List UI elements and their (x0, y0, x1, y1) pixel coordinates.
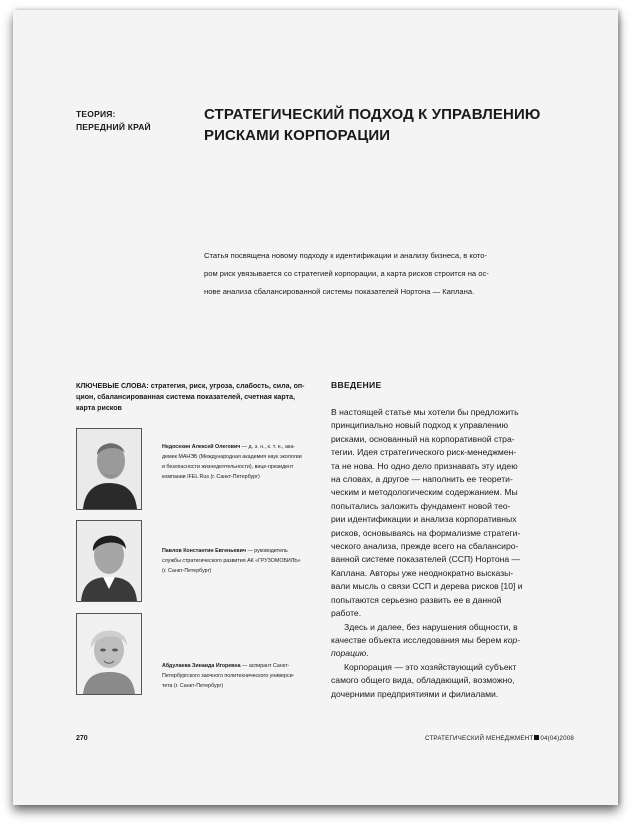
author-photo (76, 428, 142, 510)
text-line: на словах, а другое — наполнить ее теорети- (331, 474, 513, 485)
title-line: РИСКАМИ КОРПОРАЦИИ (204, 127, 391, 144)
rubric-line: ТЕОРИЯ: (76, 109, 116, 119)
author-bio: (г. Санкт-Петербург) (162, 568, 212, 574)
keywords-text: стратегия, риск, угроза, слабость, сила, оп- (148, 382, 305, 390)
author-photo (76, 613, 142, 695)
text-line: принципиально новый подход к управлению (331, 420, 509, 431)
text-line: та не нова. Но одно дело признавать эту идею (331, 460, 518, 471)
author-portrait-icon (77, 521, 141, 601)
journal-issue: 04(04)2008 (540, 735, 574, 742)
text-line: попытались заложить фундамент новой тео- (331, 500, 511, 511)
text-line: тегии. Идея стратегического риск-менеджмен- (331, 447, 517, 458)
text-line: работе. (331, 608, 362, 619)
text-line: качестве объекта исследования мы берем (331, 634, 504, 645)
author-bio: компании IFEL Rus (г. Санкт-Петербург) (162, 474, 260, 480)
text-line: ческим и методологическим содержанием. Мы (331, 487, 518, 498)
author-name: Павлов Константин Евгеньевич (162, 548, 247, 554)
author-bio: тета (г. Санкт-Петербург) (162, 683, 224, 689)
author-bio: демик МАНЭБ (Международная академия наук экологии (162, 454, 302, 460)
author-bio: — д. э. н., к. т. н., ака- (240, 444, 296, 450)
emphasis: кор- (503, 634, 521, 645)
author-bio: службы стратегического развития АК «ГРУЗОМОБИЛЬ» (162, 558, 301, 564)
author-photo (76, 520, 142, 602)
paragraph (331, 661, 571, 701)
author-portrait-icon (77, 429, 141, 509)
article-title (204, 104, 564, 146)
keywords-text: цион, сбалансированная система показателей, счетная карта, (76, 393, 295, 401)
text-line: рисками, основанный на корпоративной стра- (331, 433, 515, 444)
text-line: Здесь и далее, без нарушения общности, в (344, 621, 518, 632)
paragraph (331, 621, 571, 661)
body-text (331, 406, 571, 701)
rubric (76, 108, 151, 134)
section-heading: ВВЕДЕНИЕ (331, 380, 382, 390)
paragraph (331, 406, 571, 621)
author-name: Недосекин Алексей Олегович (162, 444, 241, 450)
abstract-line: Статья посвящена новому подходу к идентификации и анализу бизнеса, в кото- (204, 251, 488, 260)
keywords-block (76, 381, 322, 414)
author-name: Абдулаева Зинаида Игоревна (162, 663, 241, 669)
author-bio: — руководитель (246, 548, 288, 554)
author-bio: Петербургского заочного политехнического универси- (162, 673, 295, 679)
author-info (162, 442, 324, 482)
text-line: В настоящей статье мы хотели бы предложить (331, 407, 519, 417)
keywords-text: карта рисков (76, 404, 122, 412)
text-line: ческого анализа, прежде всего на сбалансиро- (331, 541, 519, 552)
text-line: рии идентификации и анализа корпоративных (331, 514, 517, 525)
keywords-label: КЛЮЧЕВЫЕ СЛОВА: (76, 382, 149, 390)
rubric-line: ПЕРЕДНИЙ КРАЙ (76, 122, 151, 132)
journal-name: СТРАТЕГИЧЕСКИЙ МЕНЕДЖМЕНТ (424, 735, 534, 742)
text-line: дочерними предприятиями и филиалами. (331, 688, 499, 699)
text-line: ванной системе показателей (ССП) Нортона — (331, 554, 521, 565)
square-bullet-icon (534, 735, 539, 740)
text-line: вали мысль о связи ССП и дерева рисков [10] и (331, 581, 523, 592)
text-line: попытаются серьезно развить ее в данной (331, 594, 502, 605)
author-info (162, 546, 324, 576)
text-line: Корпорация — это хозяйствующий субъект (344, 661, 517, 672)
title-line: СТРАТЕГИЧЕСКИЙ ПОДХОД К УПРАВЛЕНИЮ (204, 106, 541, 123)
page-number: 270 (76, 735, 88, 742)
abstract-line: нове анализа сбалансированной системы показателей Нортона — Каплана. (204, 287, 475, 296)
text-line: . (366, 648, 369, 659)
abstract (204, 247, 576, 301)
author-info (162, 661, 324, 691)
text-line: рисков, основываясь на формализме стратеги- (331, 527, 521, 538)
text-line: Каплана. Авторы уже неоднократно высказы- (331, 567, 514, 578)
author-portrait-icon (77, 614, 141, 694)
journal-footer (414, 735, 574, 742)
author-bio: и безопасности жизнедеятельности), вице-президент (162, 464, 294, 470)
text-line: самого общего вида, обладающий, возможно, (331, 675, 515, 686)
abstract-line: ром риск увязывается со стратегией корпорации, а карта рисков строится на ос- (204, 269, 489, 278)
emphasis: порацию (331, 648, 367, 659)
author-bio: — аспирант Санкт- (240, 663, 290, 669)
